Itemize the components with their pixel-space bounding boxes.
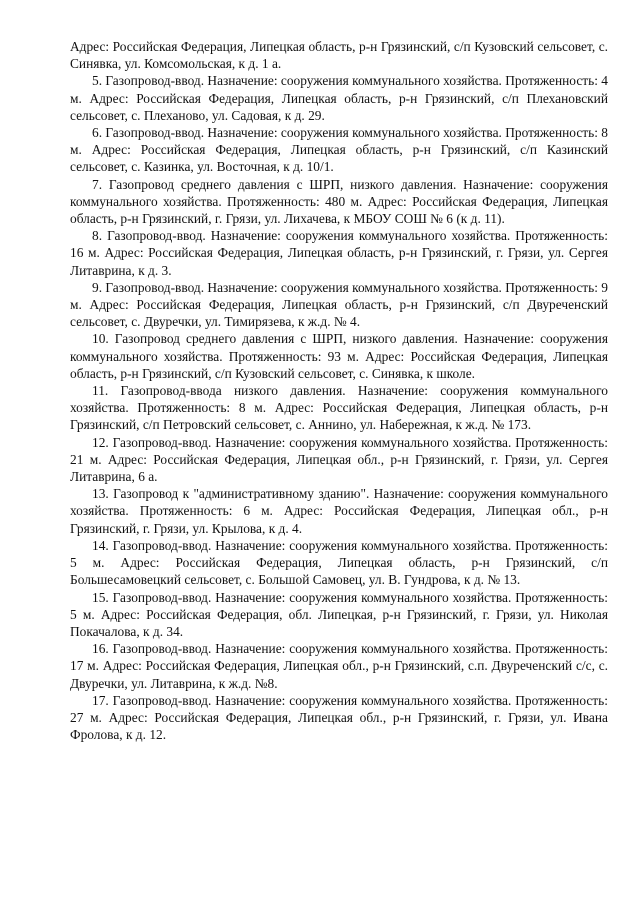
paragraph-continuation: Адрес: Российская Федерация, Липецкая область, р-н Грязинский, с/п Кузовский сельсовет, с. Синявка, ул. Комсомольская, к д. 1 а. bbox=[70, 39, 608, 72]
paragraph-item-7: 7. Газопровод среднего давления с ШРП, низкого давления. Назначение: сооружения коммунального хозяйства. Протяженность: 480 м. Адрес: Российская Федерация, Липецкая область, р-н Грязинский, г. Грязи, ул. Лихачева, к МБОУ СОШ № 6 (к д. 11). bbox=[70, 176, 608, 227]
paragraph-item-9: 9. Газопровод-ввод. Назначение: сооружения коммунального хозяйства. Протяженность: 9 м. Адрес: Российская Федерация, Липецкая область, р-н Грязинский, с/п Двуреченский сельсовет, с. Двуречки, ул. Тимирязева, к ж.д. № 4. bbox=[70, 279, 608, 330]
paragraph-item-10: 10. Газопровод среднего давления с ШРП, низкого давления. Назначение: сооружения коммунального хозяйства. Протяженность: 93 м. Адрес: Российская Федерация, Липецкая область, р-н Грязинский, с/п Кузовский сельсовет, с. Синявка, к школе. bbox=[70, 331, 608, 381]
document-page bbox=[70, 38, 608, 743]
paragraph-item-8: 8. Газопровод-ввод. Назначение: сооружения коммунального хозяйства. Протяженность: 16 м. Адрес: Российская Федерация, Липецкая область, р-н Грязинский, г. Грязи, ул. Сергея Литаврина, к д. 3. bbox=[70, 228, 608, 278]
paragraph-item-16: 16. Газопровод-ввод. Назначение: сооружения коммунального хозяйства. Протяженность: 17 м. Адрес: Российская Федерация, Липецкая обл., р-н Грязинский, с.п. Двуреченский с/с, с. Двуречки, ул. Литаврина, к ж.д. №8. bbox=[70, 641, 608, 691]
paragraph-item-6: 6. Газопровод-ввод. Назначение: сооружения коммунального хозяйства. Протяженность: 8 м. Адрес: Российская Федерация, Липецкая область, р-н Грязинский, с/п Казинский сельсовет, с. Казинка, ул. Восточная, к д. 10/1. bbox=[70, 125, 608, 175]
paragraph-item-14: 14. Газопровод-ввод. Назначение: сооружения коммунального хозяйства. Протяженность: 5 м. Адрес: Российская Федерация, Липецкая область, р-н Грязинский, с/п Большесамовецкий сельсовет, с. Большой Самовец, ул. В. Гундрова, к д. № 13. bbox=[70, 537, 608, 588]
paragraph-item-11: 11. Газопровод-ввода низкого давления. Назначение: сооружения коммунального хозяйства. Протяженность: 8 м. Адрес: Российская Федерация, Липецкая область, р-н Грязинский, с/п Петровский сельсовет, с. Аннино, ул. Набережная, к ж.д. № 173. bbox=[70, 383, 608, 433]
paragraph-item-5: 5. Газопровод-ввод. Назначение: сооружения коммунального хозяйства. Протяженность: 4 м. Адрес: Российская Федерация, Липецкая область, р-н Грязинский, с/п Плехановский сельсовет, с. Плеханово, ул. Садовая, к д. 29. bbox=[70, 73, 608, 123]
paragraph-item-15: 15. Газопровод-ввод. Назначение: сооружения коммунального хозяйства. Протяженность: 5 м. Адрес: Российская Федерация, обл. Липецкая, р-н Грязинский, г. Грязи, ул. Николая Покачалова, к д. 34. bbox=[70, 589, 608, 639]
paragraph-item-13: 13. Газопровод к "административному зданию". Назначение: сооружения коммунального хозяйства. Протяженность: 6 м. Адрес: Российская Федерация, Липецкая обл., р-н Грязинский, г. Грязи, ул. Крылова, к д. 4. bbox=[70, 486, 608, 536]
paragraph-item-17: 17. Газопровод-ввод. Назначение: сооружения коммунального хозяйства. Протяженность: 27 м. Адрес: Российская Федерация, Липецкая обл., р-н Грязинский, г. Грязи, ул. Ивана Фролова, к д. 12. bbox=[70, 692, 608, 743]
paragraph-item-12: 12. Газопровод-ввод. Назначение: сооружения коммунального хозяйства. Протяженность: 21 м. Адрес: Российская Федерация, Липецкая обл., р-н Грязинский, г. Грязи, ул. Сергея Литаврина, 6 а. bbox=[70, 434, 608, 485]
